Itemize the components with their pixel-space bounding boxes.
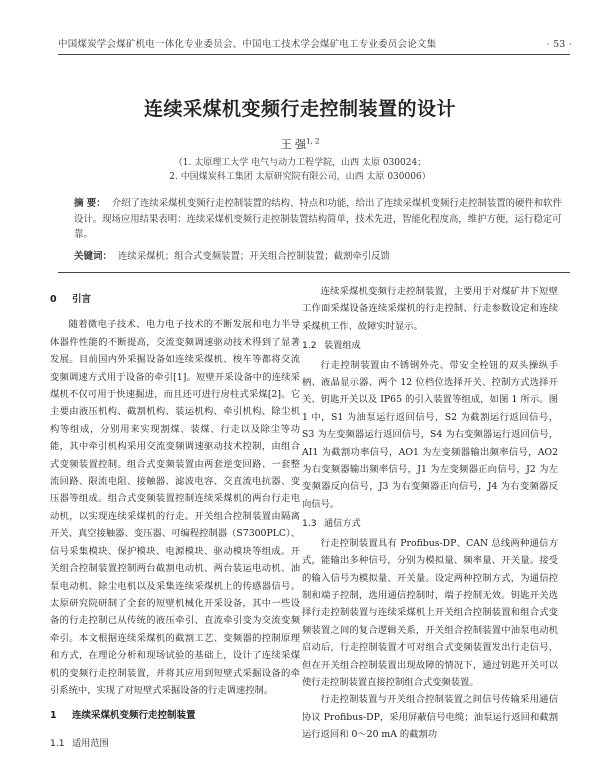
author-affiliation-marker: 1, 2 xyxy=(306,137,320,146)
section-heading-1: 1 连续采煤机变频行走控制装置 xyxy=(50,710,196,722)
body-rule xyxy=(58,272,570,273)
affiliation-1: （1. 太原理工大学 电气与动力工程学院，山西 太原 030024； xyxy=(173,158,427,168)
abstract-label: 摘 要： xyxy=(74,198,106,209)
section-heading-intro: 0 引言 xyxy=(50,294,92,305)
composition-paragraph: 行走控制装置由不锈钢外壳、带安全栓钮的双头操纵手柄、液晶显示器、两个 12 位档位选择开关、控制方式选择开关、钥匙开关以及 IP65 的引入装置等组成，如图 1 所示。图 1 中，S1 为油泵运行返回信号，S2 为截割运行返回信号，S3 为左变频器运行返回信号，S4 为右变频器运行返回信号，AI1 为截割功率信号，AO1 为左变频器输出频率信号，AO2 为右变频器输出频率信号，J1 为左变频器正向信号，J2 为左变频器反向信号，J3 为右变频器正向信号，J4 为右变频器反向信号。 xyxy=(302,359,558,510)
author xyxy=(0,136,600,152)
abstract xyxy=(74,196,562,243)
section-heading-1-3: 1.3 通信方式 xyxy=(302,518,361,530)
scope-paragraph: 连续采煤机变频行走控制装置，主要用于对煤矿井下短壁工作面采煤设备连续采煤机的行走控制、行走参数设定和连续采煤机工作、故障实时显示。 xyxy=(302,286,558,332)
page-number: · 53 · xyxy=(546,39,572,50)
signal-paragraph: 行走控制装置与开关组合控制装置之间信号传输采用通信协议 Profibus-DP，采用屏蔽信号电缆；油泵运行返回和截割运行返回和 0～20 mA 的截割功 xyxy=(302,694,558,741)
right-column xyxy=(302,283,558,744)
paper-title: 连续采煤机变频行走控制装置的设计 xyxy=(143,98,456,120)
section-heading-1-2: 1.2 装置组成 xyxy=(302,340,361,352)
running-header xyxy=(58,36,572,50)
section-heading-1-1: 1.1 适用范围 xyxy=(50,737,109,749)
header-rule xyxy=(58,54,570,55)
keywords xyxy=(74,249,562,265)
communication-paragraph: 行走控制装置具有 Profibus-DP、CAN 总线两种通信方式，能输出多种信号，分别为模拟量、频率量、开关量。接受的输入信号为模拟量、开关量。设定两种控制方式，为通信控制和端子控制，选用通信控制时，端子控制无效。钥匙开关选择行走控制装置与连续采煤机上开关组合控制装置和组合式变频装置之间的复合逻辑关系，开关组合控制装置中油泵电动机启动后，行走控制装置才可对组合式变频装置发出行走信号，但在开关组合控制装置出现故障的情况下，通过钥匙开关可以使行走控制装置直接控制组合式变频装置。 xyxy=(302,537,558,688)
author-name: 王 强 xyxy=(280,138,307,151)
intro-paragraph: 随着微电子技术、电力电子技术的不断发展和电力半导体器件性能的不断提高，交流变频调速驱动技术得到了显著发展。目前国内外采掘设备如连续采煤机、梭车等都将交流变频调速方式用于设备的牵引[1]。短壁开采设备中的连续采煤机不仅可用于快速掘进，而且还可进行房柱式采煤[2]。它主要由液压机构、截割机构、装运机构、牵引机构、除尘机构等组成，分别用来实现割煤、装煤、行走以及除尘等功能，其中牵引机构采用交流变频调速驱动技术控制，由组合式变频装置控制。组合式变频装置由两套逆变回路、一套整流回路、限流电阻、接触器、滤波电容、交直流电抗器、变压器等组成。组合式变频装置控制连续采煤机的两台行走电动机，以实现连续采煤机的行走。开关组合控制装置由隔离开关、真空接触器、变压器、可编程控制器（S7300PLC）、信号采集模块、保护模块、电源模块、驱动模块等组成。开关组合控制装置控制两台截割电动机、两台装运电动机、油泵电动机、除尘电机以及采集连续采煤机上的传感器信号。太原研究院研制了全套的短壁机械化开采设备，其中一些设备的行走控制已从传统的液压牵引、直流牵引变为交流变频牵引。本文根据连续采煤机的截割工艺、变频器的控制原理和方式，在理论分析和现场试验的基础上，设计了连续采煤机的变频行走控制装置，并将其应用到短壁式采掘设备的牵引系统中，实现了对短壁式采掘设备的行走调速控制。 xyxy=(50,319,300,696)
keywords-text: 连续采煤机；组合式变频装置；开关组合控制装置；截割牵引反馈 xyxy=(118,251,390,262)
running-header-text: 中国煤炭学会煤矿机电一体化专业委员会、中国电工技术学会煤矿电工专业委员会论文集 xyxy=(58,39,437,50)
left-column xyxy=(50,283,300,754)
affiliation-2: 2. 中国煤炭科工集团 太原研究院有限公司，山西 太原 030006） xyxy=(169,172,431,182)
abstract-text: 介绍了连续采煤机变频行走控制装置的结构、特点和功能，给出了连续采煤机变频行走控制装置的硬件和软件设计。现场应用结果表明：连续采煤机变频行走控制装置结构简单，技术先进，智能化程度高，维护方便，运行稳定可靠。 xyxy=(74,198,562,241)
keywords-label: 关键词： xyxy=(74,251,113,262)
